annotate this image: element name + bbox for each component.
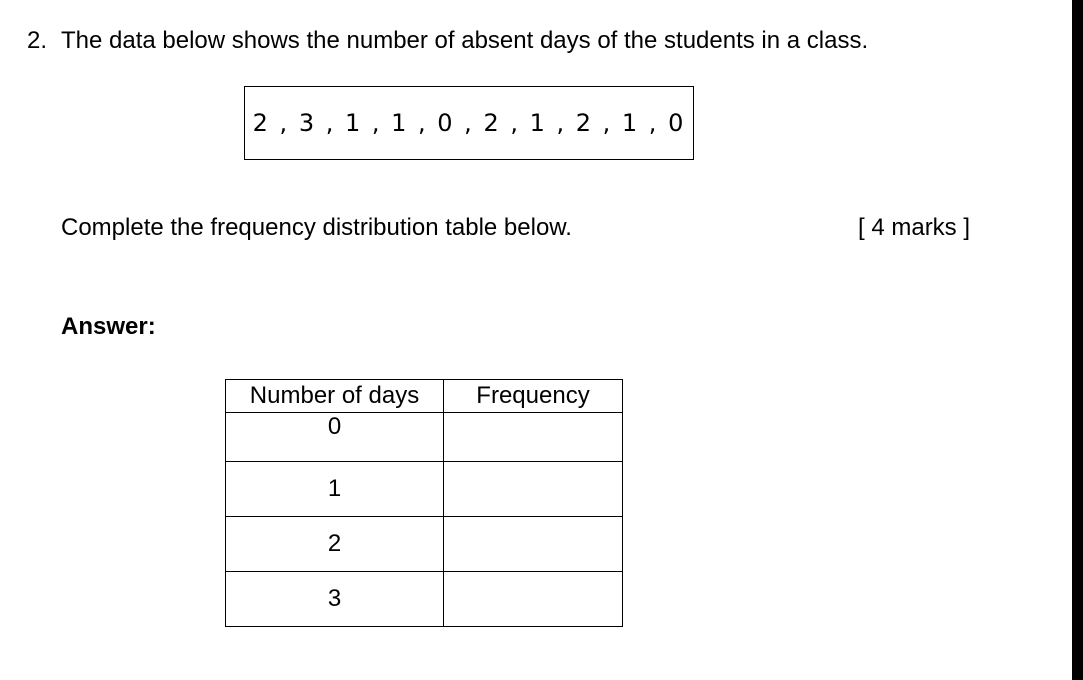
frequency-cell[interactable] <box>444 462 623 517</box>
frequency-cell[interactable] <box>444 572 623 627</box>
header-frequency: Frequency <box>444 380 623 413</box>
data-values: 2 , 3 , 1 , 1 , 0 , 2 , 1 , 2 , 1 , 0 <box>252 109 686 137</box>
frequency-cell[interactable] <box>444 413 623 462</box>
table-row <box>226 572 623 627</box>
days-cell: 3 <box>226 572 444 627</box>
header-number-of-days: Number of days <box>226 380 444 413</box>
question-text: The data below shows the number of absent days of the students in a class. <box>61 27 869 54</box>
instruction-text: Complete the frequency distribution table below. <box>61 214 572 241</box>
days-cell: 0 <box>226 413 444 462</box>
table-header-row <box>226 380 623 413</box>
table-row <box>226 517 623 572</box>
answer-label: Answer: <box>61 313 156 340</box>
frequency-table <box>225 379 623 627</box>
table-row <box>226 413 623 462</box>
page-right-edge <box>1072 0 1083 680</box>
question-line <box>27 27 868 55</box>
marks-label: [ 4 marks ] <box>858 214 971 241</box>
table-row <box>226 462 623 517</box>
question-number: 2. <box>27 27 48 54</box>
data-box <box>244 86 694 160</box>
days-cell: 1 <box>226 462 444 517</box>
frequency-cell[interactable] <box>444 517 623 572</box>
days-cell: 2 <box>226 517 444 572</box>
